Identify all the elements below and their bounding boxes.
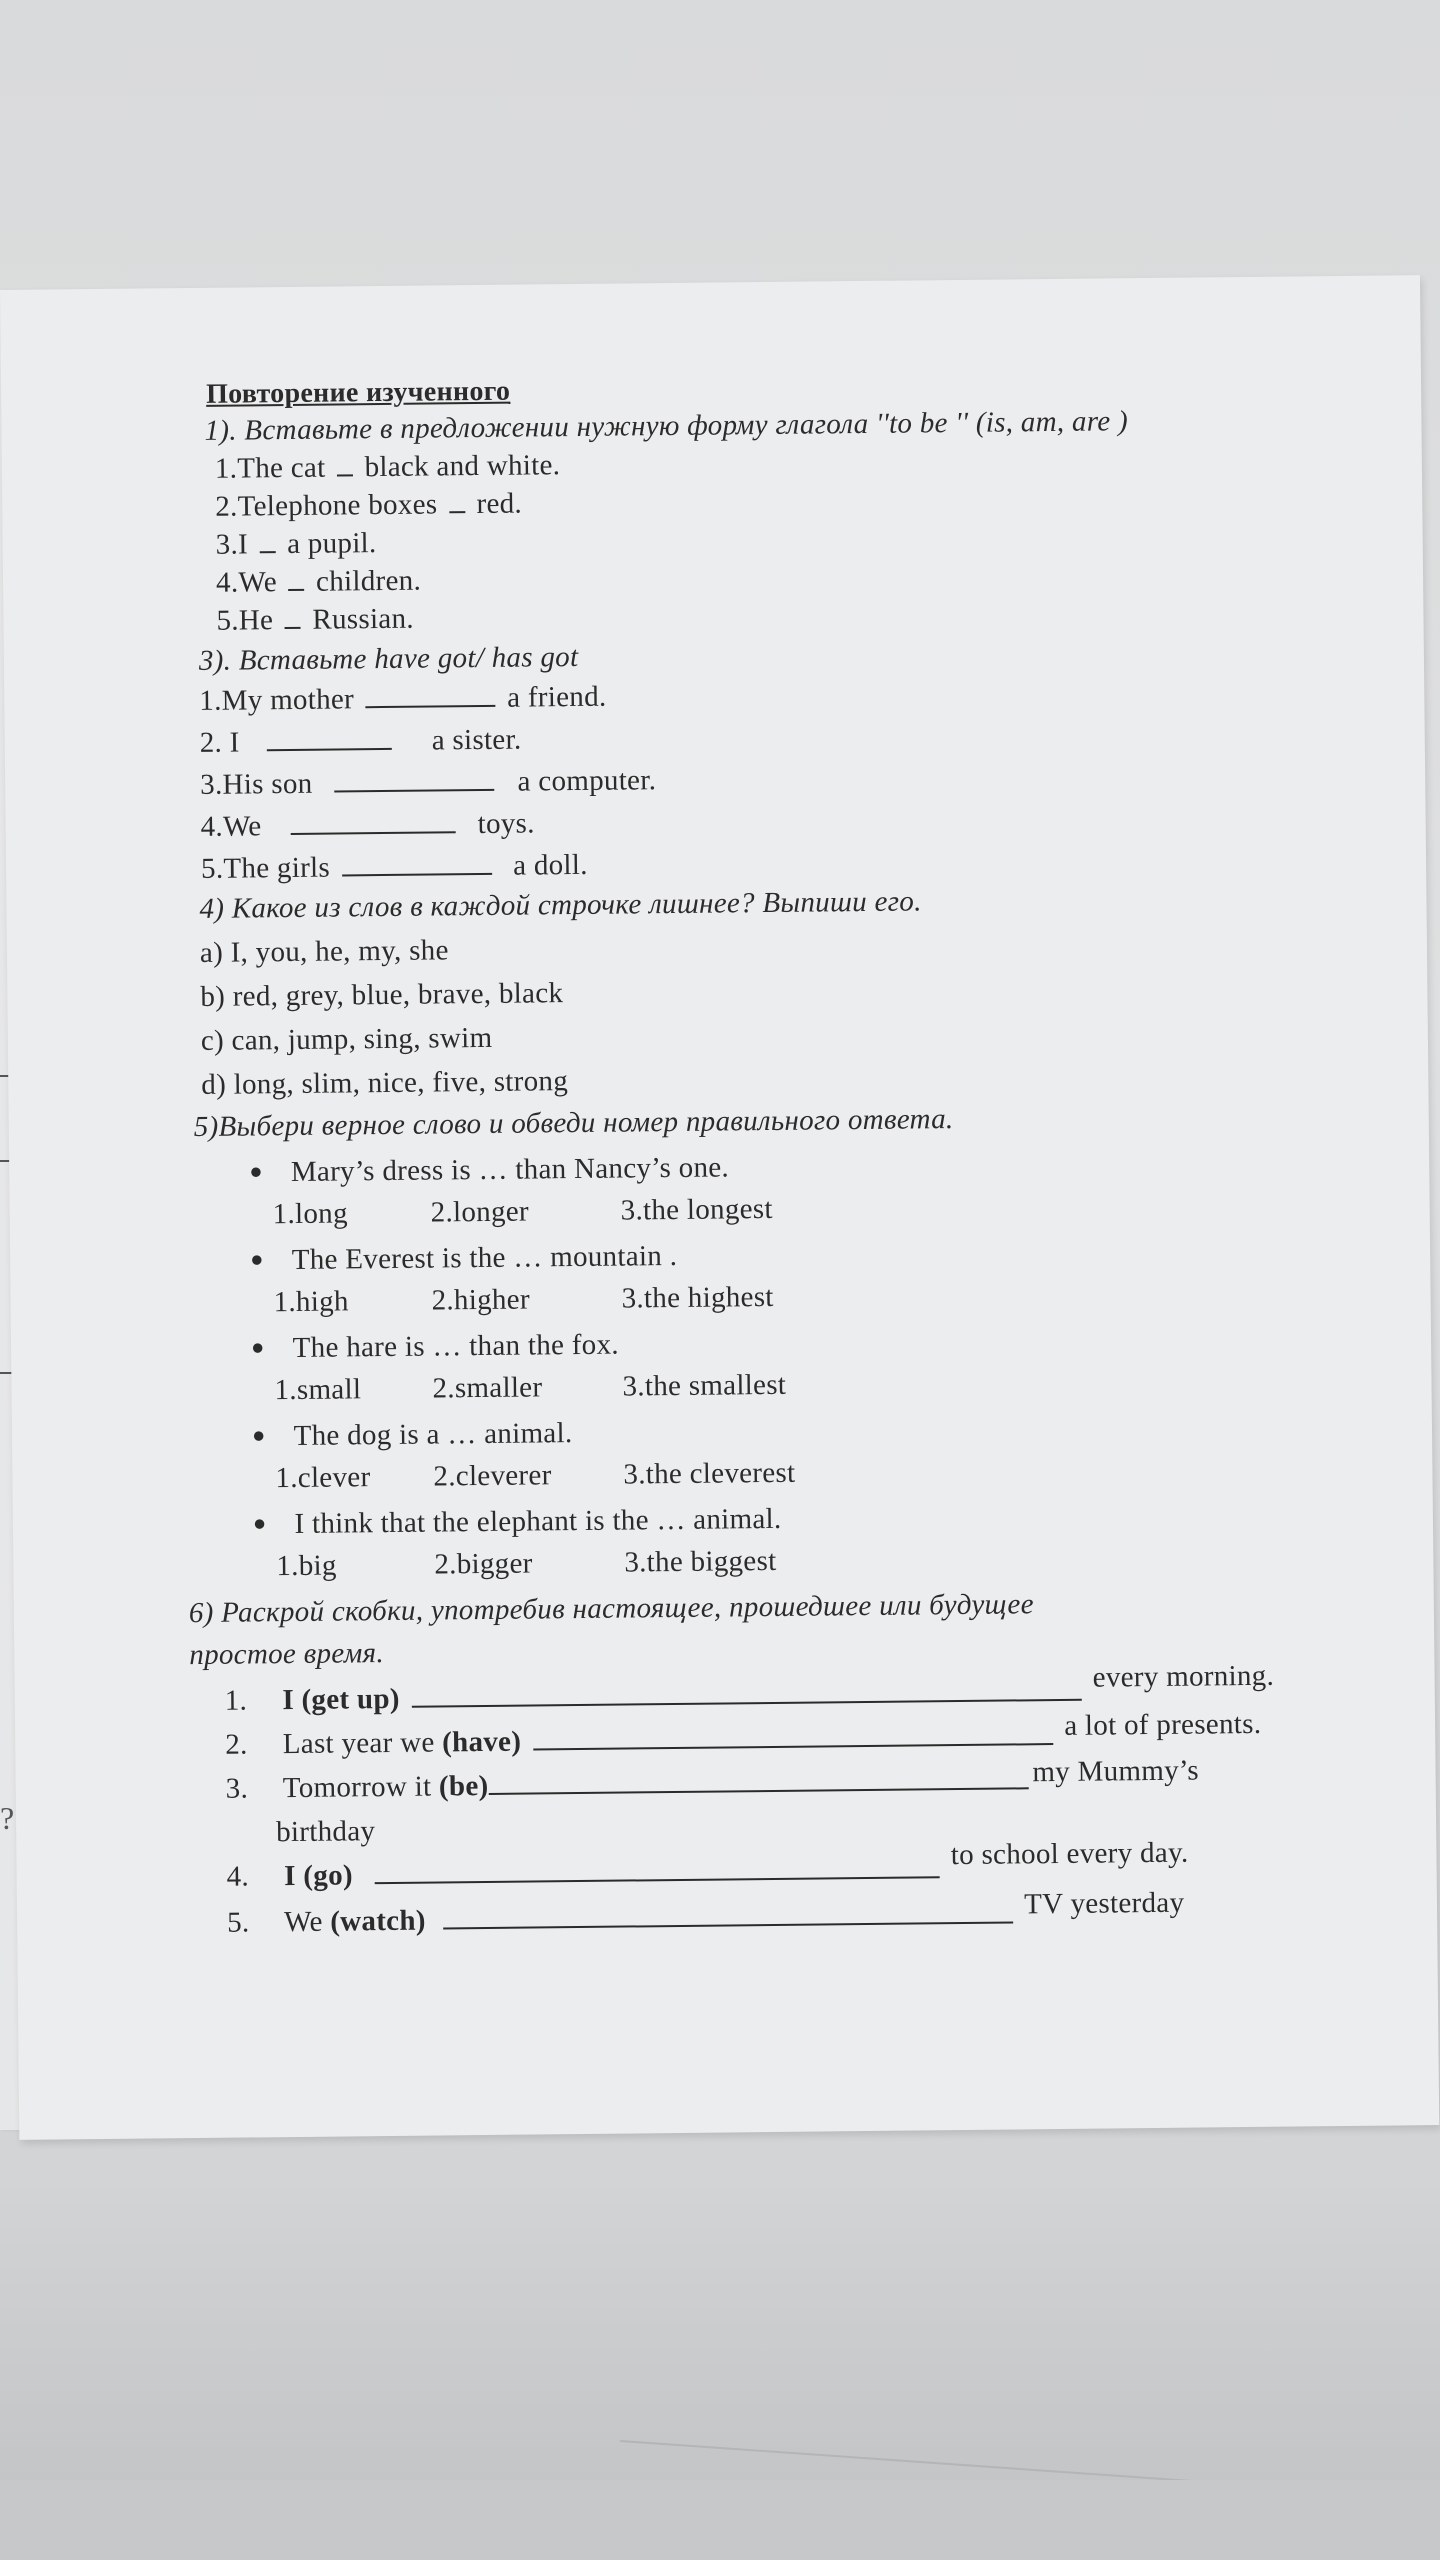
answer-blank[interactable] [259,527,275,553]
section3-header: 3). Вставьте have got/ has got [198,640,579,677]
item-suffix: a pupil. [286,527,377,561]
item-suffix: a friend. [506,680,607,714]
bullet-icon: ● [250,1246,264,1272]
section1-item-1 [215,448,561,486]
section6-item-5 [226,1886,1185,1940]
item-verb: (go) [303,1859,354,1892]
answer-option[interactable]: 2.longer [430,1195,530,1229]
answer-option[interactable]: 2.bigger [434,1547,533,1581]
item-suffix: toys. [477,807,535,841]
item-prefix: 5.The girls [200,851,331,885]
section5-question-2 [250,1239,677,1279]
item-suffix: every morning. [1092,1659,1275,1694]
question-sentence: Mary’s dress is … than Nancy’s one. [290,1151,730,1189]
section6-item-3-continuation: birthday [275,1815,376,1849]
bullet-icon: ● [251,1422,266,1448]
answer-blank[interactable] [365,681,495,708]
answer-blank[interactable] [411,1675,1081,1708]
section5-options-4 [275,1456,795,1495]
section5-question-5 [253,1502,782,1544]
section4-item-b: b) red, grey, blue, brave, black [200,977,564,1013]
section3-item-5 [201,848,588,886]
worksheet-title: Повторение изученного [205,375,511,410]
answer-option[interactable]: 3.the smallest [622,1368,787,1403]
underlying-mark: ? [0,1800,15,1836]
item-suffix: my Mummy’s [1032,1754,1200,1789]
item-prefix: 1.My mother [199,683,355,717]
section6-header-line1: 6) Раскрой скобки, употребив настоящее, прошедшее или будущее [188,1588,1034,1630]
section6-item-4 [226,1836,1189,1894]
item-suffix: children. [315,564,422,598]
item-subject: I [284,1859,296,1893]
section5-header: 5)Выбери верное слово и обведи номер правильного ответа. [193,1103,954,1144]
table-surface [0,2480,1440,2560]
section4-header: 4) Какое из слов в каждой строчке лишнее? Выпиши его. [199,885,922,925]
item-prefix: 3.His son [200,767,313,801]
section3-item-2 [200,723,522,760]
answer-blank[interactable] [533,1719,1053,1750]
answer-option[interactable]: 1.clever [275,1461,371,1495]
item-suffix: TV yesterday [1024,1886,1185,1921]
item-subject: I [282,1684,295,1717]
item-suffix: a computer. [517,764,657,798]
section5-options-5 [276,1544,776,1583]
item-verb: (watch) [330,1904,426,1938]
answer-option[interactable]: 2.higher [431,1283,531,1317]
item-prefix: 5.He [216,604,274,637]
question-sentence: I think that the elephant is the … animal. [294,1502,782,1540]
answer-option[interactable]: 3.the highest [621,1280,774,1315]
answer-blank[interactable] [288,565,304,591]
item-prefix: 3.I [215,528,249,561]
answer-blank[interactable] [443,1897,1013,1929]
item-subject: Last year we [282,1726,435,1761]
answer-option[interactable]: 3.the biggest [624,1544,777,1579]
answer-option[interactable]: 1.high [273,1285,349,1319]
item-verb: (get up) [301,1682,400,1716]
answer-option[interactable]: 3.the cleverest [623,1456,796,1491]
section5-question-1 [249,1150,729,1191]
answer-option[interactable]: 1.small [274,1373,362,1407]
item-prefix: 2. I [199,726,240,759]
answer-blank[interactable] [285,603,301,629]
answer-option[interactable]: 2.smaller [432,1371,543,1405]
section5-question-3 [251,1328,619,1368]
item-number: 4. [226,1860,250,1893]
item-subject: We [283,1905,323,1939]
section3-item-4 [200,806,534,843]
section5-question-4 [252,1416,573,1455]
section3-item-1 [199,680,607,718]
item-suffix: a doll. [512,848,588,882]
bullet-icon: ● [250,1334,265,1360]
section1-item-4 [216,564,421,600]
answer-option[interactable]: 3.the longest [620,1192,773,1227]
item-prefix: 4.We [200,810,262,843]
section4-item-a: a) I, you, he, my, she [199,934,449,969]
item-number: 3. [225,1772,249,1805]
answer-option[interactable]: 2.cleverer [433,1459,552,1493]
bullet-icon: ● [249,1158,263,1184]
answer-blank[interactable] [334,765,494,793]
section1-item-3 [216,526,377,562]
bullet-icon: ● [252,1510,267,1536]
section1-item-5 [216,602,414,638]
item-verb: (have) [441,1725,522,1759]
item-verb: (be) [438,1769,489,1803]
item-suffix: red. [476,487,523,521]
item-suffix: black and white. [364,449,561,484]
section6-header-line2: простое время. [189,1637,385,1672]
item-suffix: Russian. [312,602,415,636]
section1-header: 1). Вставьте в предложении нужную форму глагола ''to be '' (is, am, are ) [204,405,1129,447]
item-number: 5. [226,1906,250,1939]
question-sentence: The Everest is the … mountain . [291,1239,678,1276]
worksheet-page [0,275,1439,2140]
answer-option[interactable]: 1.big [276,1549,337,1583]
section3-item-3 [200,763,656,802]
item-suffix: to school every day. [950,1836,1189,1872]
answer-option[interactable]: 1.long [272,1197,348,1231]
section5-options-1 [273,1192,773,1231]
answer-blank[interactable] [267,724,392,751]
answer-blank[interactable] [449,487,465,513]
item-prefix: 1.The cat [214,451,326,485]
answer-blank[interactable] [488,1763,1028,1795]
answer-blank[interactable] [341,849,491,877]
section5-options-3 [274,1368,786,1407]
answer-blank[interactable] [337,450,353,476]
section5-options-2 [273,1280,773,1319]
section6-item-3 [225,1754,1200,1806]
section1-item-2 [215,487,522,524]
question-sentence: The dog is a … animal. [293,1417,573,1452]
question-sentence: The hare is … than the fox. [292,1328,620,1364]
item-prefix: 4.We [215,566,278,599]
answer-blank[interactable] [374,1852,939,1884]
worksheet-content [166,365,1386,1939]
answer-blank[interactable] [291,807,456,835]
item-suffix: a lot of presents. [1064,1707,1262,1742]
item-prefix: 2.Telephone boxes [215,488,438,523]
item-subject: Tomorrow it [282,1770,432,1805]
item-suffix: a sister. [431,723,522,757]
section4-item-c: c) can, jump, sing, swim [200,1021,493,1057]
item-number: 1. [224,1684,248,1717]
section4-item-d: d) long, slim, nice, five, strong [201,1065,569,1101]
item-number: 2. [225,1728,248,1761]
